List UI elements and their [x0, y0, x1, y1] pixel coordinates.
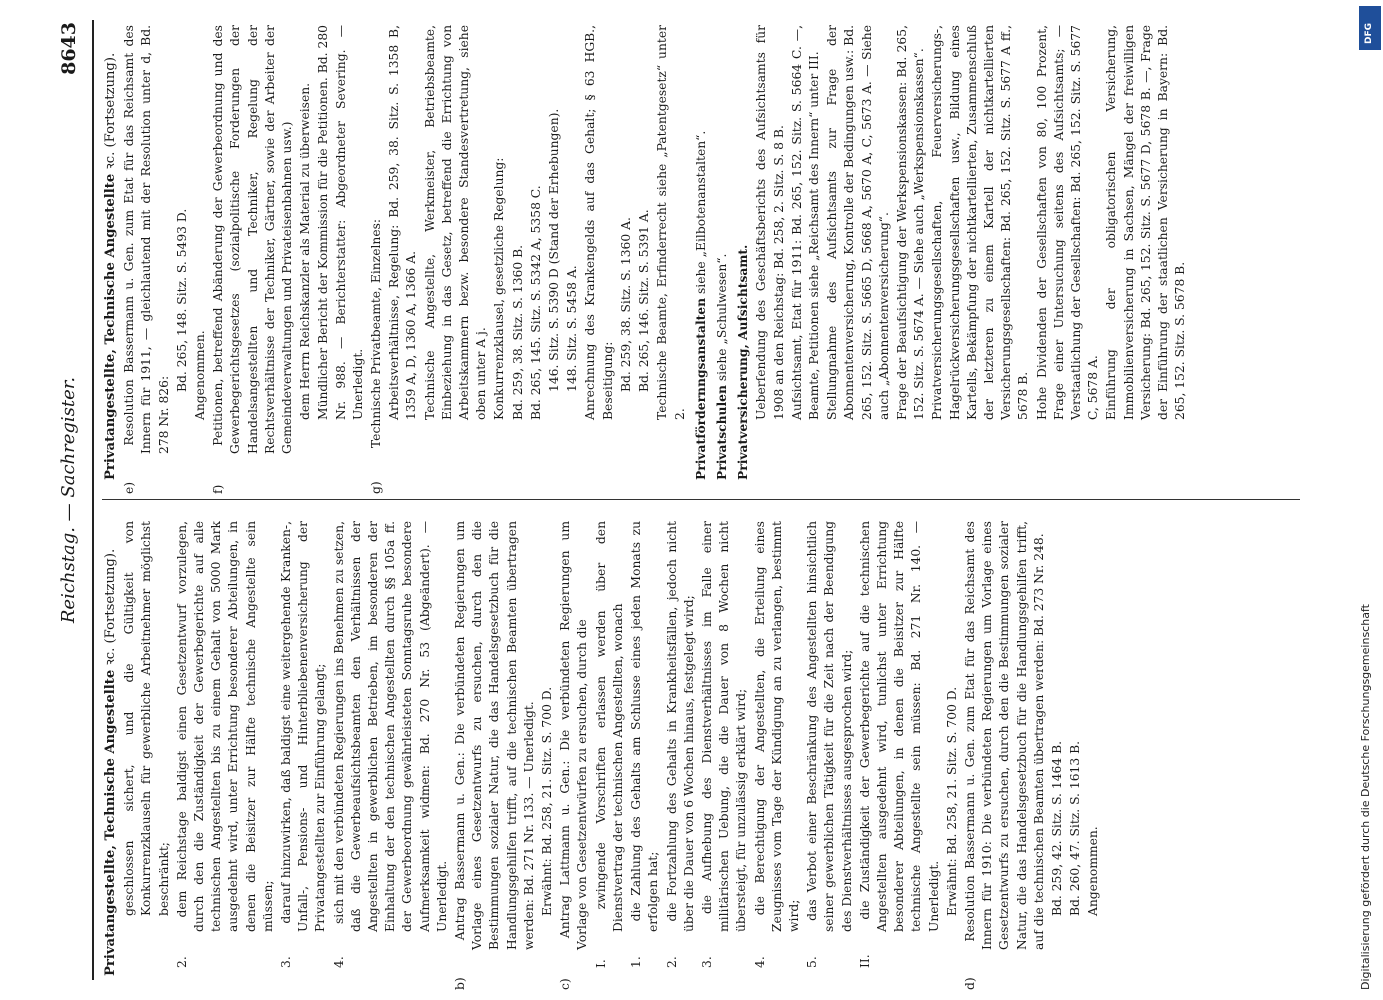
entry-text: 146. Sitz. S. 5390 D (Stand der Erhebungen). — [547, 108, 562, 392]
register-entry — [753, 25, 787, 480]
register-entry — [174, 25, 191, 480]
register-entry — [546, 25, 563, 480]
register-entry — [1085, 521, 1102, 976]
entry-text: Privatversicherungsgesellschaften, Feuerversicherungs-, Hagelrückversicherungsgesellschaften usw., Bildung eines Kartells, Bekämpfung der nichtkartellierten, Zusammenschluß der letzteren zu einem Kartell der nichtkartellierten Versicherungsgesellschaften: Bd. 265, 152. Sitz. S. 5677 A ff., 5678 B. — [930, 25, 1031, 420]
right-tail-entries — [753, 25, 1189, 480]
left-column-heading — [102, 521, 119, 976]
header-rule — [92, 20, 94, 980]
dfg-logo-text: DFG — [1364, 22, 1374, 44]
register-entry — [664, 521, 698, 976]
register-entry — [636, 25, 653, 480]
right-heading-text: Privatangestellte, Technische Angestellte — [103, 173, 118, 480]
entry-label: 4. — [752, 956, 767, 968]
register-entry — [582, 25, 616, 480]
entry-text: Antrag Lattmann u. Gen.: Die verbündeten Regierungen um Vorlage von Gesetzentwürfen zu ersuchen, durch die — [558, 521, 590, 950]
entry-text: Bd. 259, 38. Sitz. S. 1360 A. — [618, 217, 633, 392]
left-heading-text: Privatangestellte, Technische Angestellte — [103, 669, 118, 976]
register-entry — [654, 25, 688, 480]
entry-label: g) — [369, 481, 384, 494]
section-heading — [713, 25, 731, 480]
left-heading-suffix: ꝛc. (Fortsetzung). — [103, 548, 118, 666]
entry-text: dem Reichstage baldigst einen Gesetzentwurf vorzulegen, durch den die Zuständigkeit der Gewerbegerichte auf alle technischen Angestellten bis zu einem Gehalt von 5000 Mark ausgedehnt wird, unter Errichtung besonderer Abteilungen, in denen die Beisitzer zur Hälfte technische Angestellte sein müssen; — [174, 521, 275, 932]
entry-text: die Zahlung des Gehalts am Schlusse eines jeden Monats zu erfolgen hat; — [629, 521, 661, 932]
entry-text: Erwähnt: Bd. 258, 21. Sitz. S. 700 D. — [540, 686, 555, 916]
entry-text: Konkurrenzklausel, gesetzliche Regelung: — [492, 157, 507, 420]
entry-text: die Aufhebung des Dienstverhältnisses im Falle einer militärischen Uebung, die die Dauer von 8 Wochen nicht übersteigt, für unzulässig erklärt wird; — [699, 521, 749, 932]
entry-text: Bd. 259, 42. Sitz. S. 1464 B. — [1049, 740, 1064, 916]
entry-text: Antrag Bassermann u. Gen.: Die verbündeten Regierungen um Vorlage eines Gesetzentwurfs zu ersuchen, durch den die Bestimmungen sozialer Natur, die das Handelsgesetzbuch für die Handlungsgehilfen trifft, auf die technischen Beamten übertragen werden: Bd. 271 Nr. 133. — Unerledigt. — [453, 521, 536, 950]
register-entry — [331, 521, 451, 976]
entry-text: 148. Sitz. S. 5458 A. — [565, 265, 580, 392]
entry-text: Bd. 260, 47. Sitz. S. 1613 B. — [1068, 740, 1083, 916]
register-page — [40, 0, 1340, 1000]
entry-text: darauf hinzuwirken, daß baldigst eine weitergehende Kranken-, Unfall-, Pensions- und Hinterbliebenenversicherung der Privatangestellten zur Einführung gelangt; — [279, 521, 328, 932]
register-entry — [1103, 25, 1189, 480]
register-entry — [491, 25, 508, 480]
entry-text: Mündlicher Bericht der Kommission für die Petitionen. Bd. 280 Nr. 988. — Berichterstatter: Abgeordneter Severing. — Unerledigt. — [316, 25, 365, 420]
register-entry — [857, 521, 943, 976]
register-entry — [192, 25, 209, 480]
entry-text: Bd. 265, 148. Sitz. S. 5493 D. — [174, 208, 189, 392]
entry-text: Bd. 265, 145. Sitz. S. 5342 A, 5358 C. — [528, 185, 543, 420]
running-head-title: Reichstag. — Sachregister. — [58, 376, 79, 624]
entry-text: Resolution Bassermann u. Gen. zum Etat für das Reichsamt des Innern für 1911, — gleichlautend mit der Resolution unter d, Bd. 278 Nr. 826: — [122, 25, 171, 454]
register-entry — [1034, 25, 1103, 480]
register-entry — [962, 521, 1048, 990]
register-entry — [121, 521, 173, 976]
section-reference: siehe „Schulwesen“. — [714, 253, 729, 382]
register-entry — [824, 25, 893, 480]
register-entry — [121, 25, 173, 494]
digitization-sidebar — [1355, 0, 1383, 1000]
register-entry — [210, 25, 296, 494]
right-column — [102, 25, 1300, 494]
entry-label: 3. — [279, 956, 294, 968]
entry-text: die Fortzahlung des Gehalts in Krankheitsfällen, jedoch nicht über die Dauer von 6 Wochen hinaus, festgelegt wird; — [664, 521, 696, 932]
register-entry — [618, 25, 635, 480]
register-entry — [628, 521, 662, 976]
section-heading-text: Privatfördernngsanstalten — [692, 297, 708, 480]
entry-text: Bd. 259, 38. Sitz. S. 1360 B. — [510, 244, 525, 420]
right-sections — [692, 25, 753, 480]
register-entry — [1049, 521, 1066, 976]
right-column-heading — [102, 25, 119, 480]
running-head — [58, 0, 86, 1000]
section-heading — [692, 25, 710, 480]
entry-label: f) — [211, 484, 226, 494]
entry-text: Technische Angestellte, Werkmeister, Betriebsbeamte, Einbeziehung in das Gesetz, betreffend die Errichtung von Arbeitskammern bezw. besondere Standesvertretung, siehe oben unter A j. — [422, 25, 489, 420]
entry-text: die Berechtigung der Angestellten, die Erteilung eines Zeugnisses vom Tage der Kündigung an zu verlangen, bestimmt wird; — [752, 521, 801, 932]
entry-text: Angenommen. — [1086, 826, 1101, 916]
entry-label: e) — [122, 481, 137, 494]
register-entry — [315, 25, 367, 480]
entry-label: b) — [453, 977, 468, 990]
section-reference: siehe „Eilbotenanstalten“. — [693, 130, 708, 295]
register-entry — [789, 25, 823, 480]
register-entry — [422, 25, 491, 480]
register-entry — [452, 521, 538, 990]
register-entry — [557, 521, 591, 990]
entry-label: c) — [558, 978, 573, 990]
entry-text: geschlossen sichert, und die Gültigkeit von Konkurrenzklauseln für gewerbliche Arbeitnehmer möglichst beschränkt; — [122, 521, 171, 916]
section-heading-text: Privatschulen — [713, 385, 729, 480]
register-entry — [929, 25, 1032, 480]
right-entries — [121, 25, 689, 494]
register-entry — [539, 521, 556, 976]
left-column — [102, 521, 1300, 990]
entry-text: Stellungnahme des Aufsichtsamts zur Frage der Abonnentenversicherung, Kontrolle der Bedingungen usw.: Bd. 265, 152. Sitz. S. 5665 D, 5668 A, 5670 A, C, 5673 A. — Siehe auch „Abonnentenversicherung“. — [825, 25, 891, 420]
entry-text: Erwähnt: Bd. 258, 21. Sitz. S. 700 D. — [944, 686, 959, 916]
entry-label: 1. — [629, 956, 644, 968]
entry-text: Aufsichtsamt, Etat für 1911: Bd. 265, 152. Sitz. S. 5664 C. —, Beamte, Petitionen siehe „Reichsamt des Innern“ unter III. — [789, 25, 821, 420]
entry-label: 2. — [664, 956, 679, 968]
entry-text: sich mit den verbündeten Regierungen ins Benehmen zu setzen, daß die Gewerbeaufsichtsbeamten den Verhältnissen der Angestellten in gewerblichen Betrieben, im besonderen der Einhaltung der den technischen Angestellten durch §§ 105a ff. der Gewerbeordnung gewährleisteten Sonntagsruhe besondere Aufmerksamkeit widmen: Bd. 270 Nr. 53 (Abgeändert). — Unerledigt. — [331, 521, 449, 932]
entry-label: II. — [857, 954, 872, 968]
entry-label: 2. — [174, 956, 189, 968]
entry-text: Anrechnung des Krankengelds auf das Gehalt; § 63 HGB., Beseitigung: — [583, 25, 615, 420]
entry-text: Technische Privatbeamte, Einzelnes: — [369, 218, 384, 449]
entry-text: Angenommen. — [193, 330, 208, 420]
register-entry — [894, 25, 928, 480]
register-entry — [564, 25, 581, 480]
section-heading — [734, 25, 752, 480]
register-entry — [804, 521, 856, 976]
register-entry — [278, 521, 330, 976]
entry-text: Technische Beamte, Erfinderrecht siehe „Patentgesetz“ unter 2. — [655, 25, 687, 420]
entry-text: Hohe Dividenden der Gesellschaften von 80, 100 Prozent, Frage einer Untersuchung seitens des Aufsichtsamts; — Verstaatlichung der Gesellschaften: Bd. 265, 152. Sitz. S. 5677 C, 5678 A. — [1034, 25, 1101, 420]
register-entry — [528, 25, 545, 480]
entry-label: 5. — [805, 956, 820, 968]
register-entry — [368, 25, 385, 494]
entry-text: die Zuständigkeit der Gewerbegerichte auf die technischen Angestellten ausgedehnt wird, tunlichst unter Errichtung besonderer Abteilungen, in denen die Beisitzer zur Hälfte technische Angestellte sein müssen: Bd. 271 Nr. 140. — Unerledigt. — [857, 521, 941, 932]
entry-text: Arbeitsverhältnisse, Regelung: Bd. 259, 38. Sitz. S. 1358 B, 1359 A, D, 1360 A, 1366 A. — [387, 25, 419, 420]
column-divider — [102, 499, 1300, 500]
entry-label: d) — [962, 977, 977, 990]
register-entry — [297, 25, 314, 480]
register-entry — [510, 25, 527, 480]
entry-label: 3. — [699, 956, 714, 968]
entry-text: Petitionen, betreffend Abänderung der Gewerbeordnung und des Gewerbegerichtsgesetzes (sozialpolitische Forderungen der Handelsangestellten und Techniker, Regelung der Rechtsverhältnisse der Techniker, Gärtner, sowie der Arbeiter der Gemeindeverwaltungen und Privateisenbahnen usw.) — [211, 25, 295, 454]
digitization-credit: Digitalisierung gefördert durch die Deutsche Forschungsgemeinschaft — [1359, 604, 1372, 990]
register-entry — [752, 521, 804, 976]
section-heading-text: Privatversicherung, Aufsichtsamt. — [735, 244, 751, 480]
register-entry — [1067, 521, 1084, 976]
register-entry — [386, 25, 420, 480]
register-entry — [699, 521, 751, 976]
register-entry — [593, 521, 627, 976]
entry-text: Ueberſendung des Geschäftsberichts des Aufsichtsamts für 1908 an den Reichstag: Bd. 258, 2. Sitz. S. 8 B. — [754, 25, 786, 420]
register-entry — [944, 521, 961, 976]
entry-label: 4. — [331, 956, 346, 968]
entry-text: dem Herrn Reichskanzler als Material zu überweisen. — [298, 82, 313, 420]
entry-text: Frage der Beaufsichtigung der Werkspensionskassen: Bd. 265, 152. Sitz. S. 5674 A. — Siehe auch „Werkspensionskassen“. — [894, 25, 927, 420]
entry-text: zwingende Vorschriften erlassen werden über den Dienstvertrag der technischen Angestellten, wonach — [593, 521, 625, 932]
entry-text: Einführung der obligatorischen Versicherung, Immobilienversicherung in Sachsen, Mängel der freiwilligen Versicherung: Bd. 265, 152. Sitz. S. 5677 D, 5678 B. —, Frage der Einführung der staatlichen Versicherung in Bayern: Bd. 265, 152. Sitz. S. 5678 B. — [1104, 25, 1188, 420]
entry-text: Resolution Bassermann u. Gen. zum Etat für das Reichsamt des Innern für 1910: Die verbündeten Regierungen um Vorlage eines Gesetzentwurfs zu ersuchen, durch den die Bestimmungen sozialer Natur, die das Handelsgesetzbuch für die Handlungsgehilfen trifft, auf die technischen Beamten übertragen werden: Bd. 273 Nr. 248. — [962, 521, 1046, 950]
dfg-logo — [1359, 6, 1381, 50]
register-entry — [174, 521, 277, 976]
left-entries — [121, 521, 1102, 990]
page-number: 8643 — [58, 22, 80, 75]
entry-text: das Verbot einer Beschränkung des Angestellten hinsichtlich seiner gewerblichen Tätigkeit für die Zeit nach der Beendigung des Dienstverhältnisses ausgesprochen wird; — [805, 521, 854, 932]
entry-label: I. — [593, 959, 608, 968]
entry-text: Bd. 265, 146. Sitz. S. 5391 A. — [637, 209, 652, 392]
right-heading-suffix: ꝛc. (Fortsetzung). — [103, 52, 118, 170]
